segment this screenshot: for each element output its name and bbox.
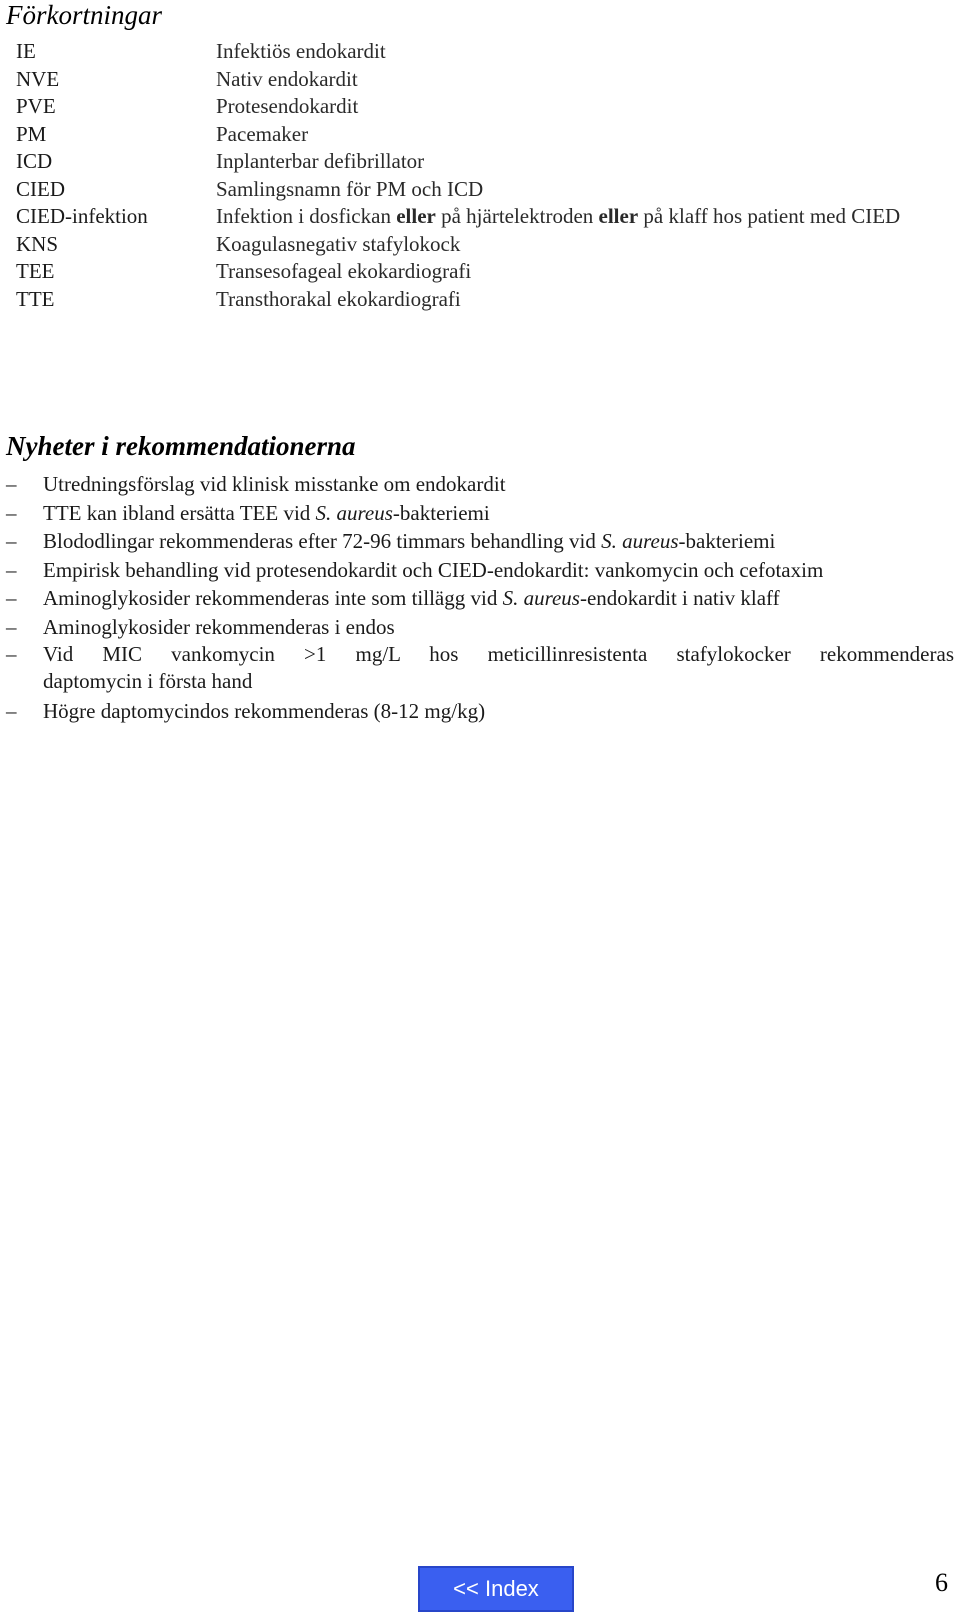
definition-text: på hjärtelektroden bbox=[435, 204, 599, 228]
abbreviation-row bbox=[16, 203, 950, 231]
news-title: Nyheter i rekommendationerna bbox=[6, 431, 356, 461]
dash-bullet: – bbox=[6, 699, 17, 723]
abbreviation-definition: Koagulasnegativ stafylokock bbox=[216, 231, 461, 256]
dash-bullet: – bbox=[6, 557, 17, 582]
abbreviation-term: TTE bbox=[16, 286, 55, 311]
abbreviation-definition bbox=[216, 203, 950, 231]
list-item-text bbox=[43, 499, 954, 528]
text-segment: TTE kan ibland ersätta TEE vid bbox=[43, 500, 316, 525]
abbreviation-row bbox=[16, 286, 950, 314]
species-name: S. aureus bbox=[502, 586, 580, 610]
abbreviation-definition: Protesendokardit bbox=[216, 94, 359, 118]
text-segment: -bakteriemi bbox=[678, 529, 776, 553]
list-item bbox=[6, 527, 954, 556]
abbreviation-row bbox=[16, 176, 950, 204]
dash-bullet: – bbox=[6, 500, 17, 525]
list-item-text bbox=[43, 527, 954, 556]
abbreviation-row bbox=[16, 93, 950, 121]
abbreviation-term: CIED-infektion bbox=[16, 204, 148, 228]
text-segment: Aminoglykosider rekommenderas i endos bbox=[43, 614, 395, 639]
abbreviation-definition: Samlingsnamn för PM och ICD bbox=[216, 176, 484, 201]
abbreviation-row bbox=[16, 148, 950, 176]
abbreviation-row bbox=[16, 38, 950, 66]
abbreviation-definition: Nativ endokardit bbox=[216, 66, 358, 91]
abbreviation-definition: Transthorakal ekokardiografi bbox=[216, 286, 461, 311]
species-name: S. aureus bbox=[601, 529, 679, 553]
abbreviation-term: NVE bbox=[16, 66, 60, 91]
list-item bbox=[6, 584, 954, 613]
definition-text: på klaff hos patient med CIED bbox=[638, 204, 901, 228]
abbreviation-definition: Pacemaker bbox=[216, 121, 309, 146]
list-item-text bbox=[43, 697, 954, 726]
text-segment: daptomycin i första hand bbox=[43, 669, 253, 693]
abbreviation-term: ICD bbox=[16, 149, 53, 173]
list-item bbox=[6, 499, 954, 528]
list-item-text bbox=[43, 470, 954, 499]
dash-bullet: – bbox=[6, 472, 17, 496]
dash-bullet: – bbox=[6, 586, 17, 610]
dash-bullet: – bbox=[6, 614, 17, 639]
dash-bullet: – bbox=[6, 529, 17, 553]
abbreviation-row bbox=[16, 121, 950, 149]
text-segment: Empirisk behandling vid protesendokardit och CIED-endokardit: vankomycin och cefotaxim bbox=[43, 557, 824, 582]
list-item-text bbox=[43, 613, 954, 642]
list-item bbox=[6, 613, 954, 642]
species-name: S. aureus bbox=[315, 500, 393, 525]
definition-text: Infektion i dosfickan bbox=[216, 204, 397, 228]
text-segment: Vid MIC vankomycin >1 mg/L hos meticillinresistenta stafylokocker rekommenderas bbox=[43, 642, 954, 666]
abbreviation-definition: Transesofageal ekokardiografi bbox=[216, 259, 472, 283]
list-item bbox=[6, 470, 954, 499]
abbreviation-definition: Inplanterbar defibrillator bbox=[216, 149, 425, 173]
abbreviation-term: TEE bbox=[16, 259, 55, 283]
abbreviation-term: KNS bbox=[16, 231, 59, 256]
abbreviation-term: CIED bbox=[16, 176, 65, 201]
dash-bullet: – bbox=[6, 642, 17, 666]
emphasis-text: eller bbox=[598, 204, 639, 228]
abbreviations-title: Förkortningar bbox=[6, 0, 163, 30]
text-segment: -bakteriemi bbox=[392, 500, 490, 525]
abbreviation-row bbox=[16, 231, 950, 259]
text-segment: Högre daptomycindos rekommenderas (8-12 mg/kg) bbox=[43, 699, 486, 723]
list-item bbox=[6, 641, 954, 695]
abbreviation-row bbox=[16, 258, 950, 286]
list-item-text bbox=[43, 584, 954, 613]
text-segment: Utredningsförslag vid klinisk misstanke om endokardit bbox=[43, 472, 506, 496]
abbreviation-term: PVE bbox=[16, 94, 56, 118]
list-item-text bbox=[43, 641, 954, 695]
emphasis-text: eller bbox=[396, 204, 436, 228]
abbreviation-row bbox=[16, 66, 950, 94]
index-button[interactable]: << Index bbox=[418, 1566, 574, 1612]
list-item-text bbox=[43, 556, 954, 585]
text-segment: Aminoglykosider rekommenderas inte som tillägg vid bbox=[43, 586, 503, 610]
page-number: 6 bbox=[935, 1568, 948, 1597]
abbreviations-table bbox=[16, 38, 950, 313]
list-item bbox=[6, 697, 954, 726]
text-segment: -endokardit i nativ klaff bbox=[579, 586, 780, 610]
news-list bbox=[6, 470, 954, 726]
abbreviation-term: IE bbox=[16, 39, 36, 63]
abbreviation-definition: Infektiös endokardit bbox=[216, 39, 386, 63]
list-item bbox=[6, 556, 954, 585]
text-segment: Blododlingar rekommenderas efter 72-96 timmars behandling vid bbox=[43, 529, 602, 553]
abbreviation-term: PM bbox=[16, 121, 47, 146]
